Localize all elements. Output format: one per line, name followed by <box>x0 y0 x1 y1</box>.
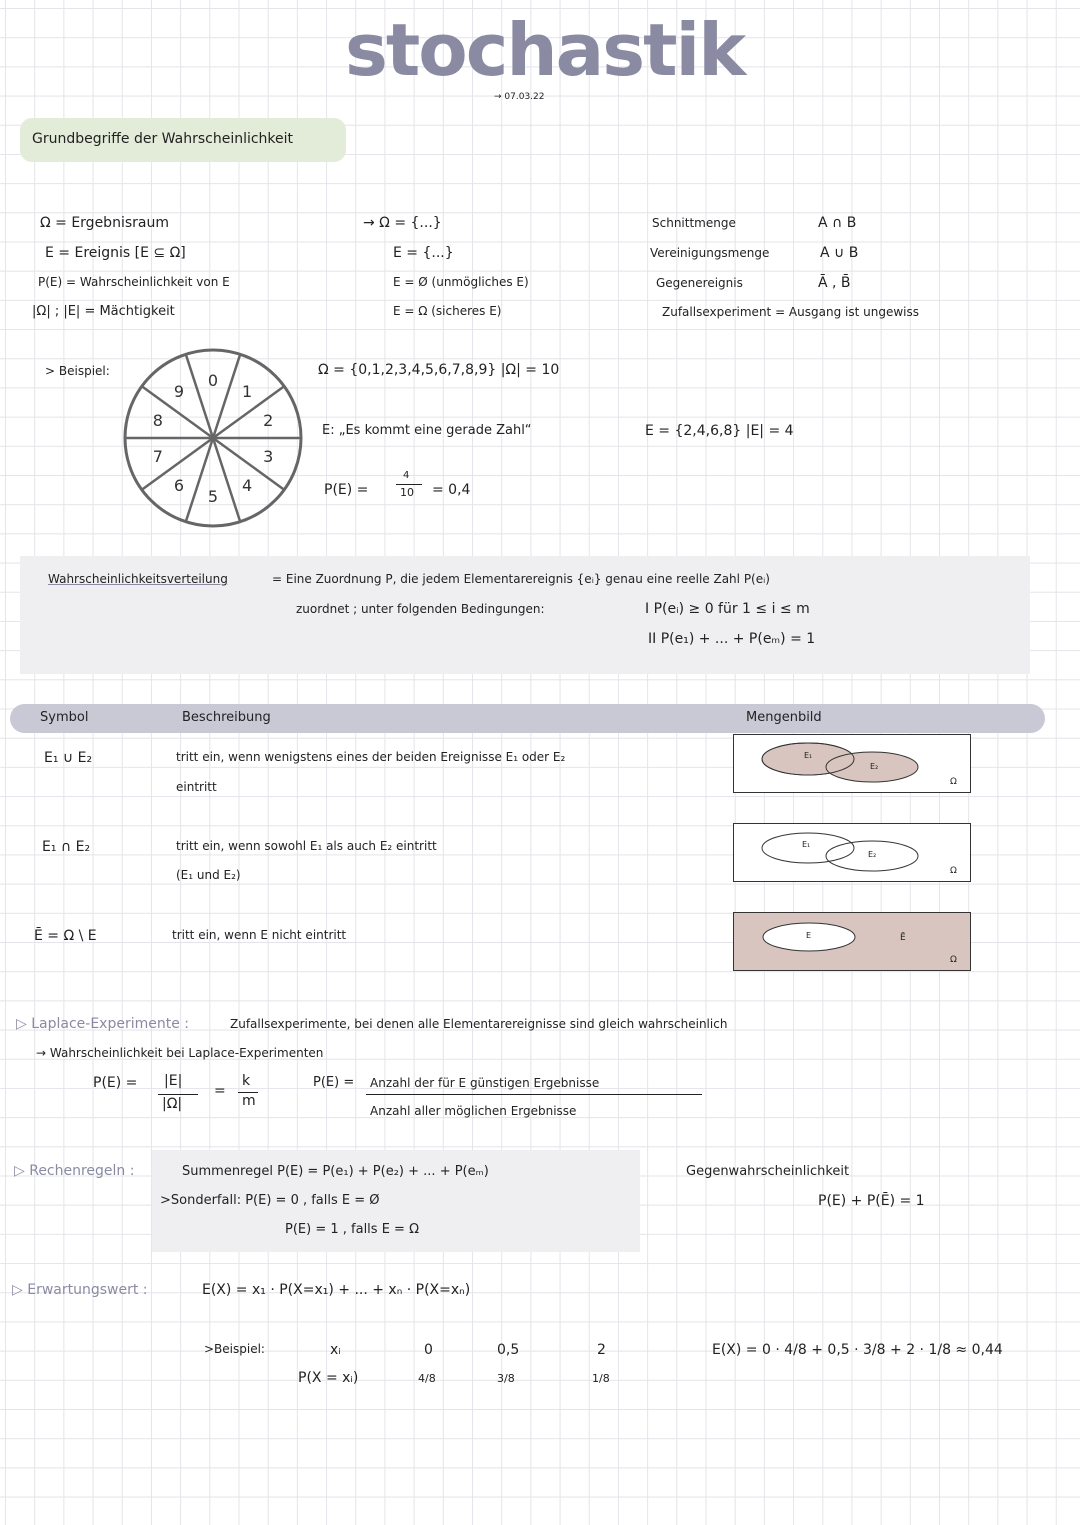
row-desc: tritt ein, wenn E nicht eintritt <box>172 928 347 942</box>
condition: I P(eᵢ) ≥ 0 für 1 ≤ i ≤ m <box>645 601 810 617</box>
laplace-def: Zufallsexperimente, bei denen alle Elementarereignisse sind gleich wahrscheinlich <box>230 1017 728 1031</box>
symbol: A ∪ B <box>820 245 859 261</box>
venn-label: E₁ <box>802 840 811 849</box>
wheel-divider <box>213 438 240 522</box>
venn-label: Ω <box>950 777 957 787</box>
zufall-def: Zufallsexperiment = Ausgang ist ungewiss <box>662 305 919 319</box>
wheel-divider <box>186 438 213 522</box>
rechen-label: ▷ Rechenregeln : <box>14 1163 135 1179</box>
x-value: 0 <box>424 1342 433 1358</box>
p-result: = 0,4 <box>432 482 471 498</box>
venn-complement <box>733 912 971 971</box>
venn-union <box>733 734 971 793</box>
spinner-wheel <box>120 345 306 531</box>
erwartung-label: ▷ Erwartungswert : <box>12 1282 148 1298</box>
def: zuordnet ; unter folgenden Bedingungen: <box>296 602 545 616</box>
def: E = Ereignis [E ⊆ Ω] <box>45 245 186 261</box>
equals: = <box>214 1083 226 1099</box>
symbol: Ā , B̄ <box>818 275 851 291</box>
summenregel: Summenregel P(E) = P(e₁) + P(e₂) + ... + P(eₘ) <box>182 1164 489 1179</box>
erwartung-result: E(X) = 0 · 4/8 + 0,5 · 3/8 + 2 · 1/8 ≈ 0,44 <box>712 1342 1003 1358</box>
example-label: >Beispiel: <box>204 1342 265 1356</box>
row-desc: tritt ein, wenn sowohl E₁ als auch E₂ eintritt <box>176 839 437 853</box>
formula-den: m <box>242 1093 256 1109</box>
fraction-bar <box>366 1094 702 1095</box>
fraction-bar <box>396 484 422 485</box>
venn-label: E <box>806 931 812 940</box>
term: Wahrscheinlichkeitsverteilung <box>48 572 228 586</box>
date: → 07.03.22 <box>494 92 545 102</box>
def: |Ω| ; |E| = Mächtigkeit <box>32 304 175 319</box>
wheel-number: 8 <box>152 411 163 431</box>
p-value: 3/8 <box>497 1372 515 1385</box>
def: Ω = Ergebnisraum <box>40 215 169 231</box>
formula-den: |Ω| <box>162 1096 183 1112</box>
formula: P(E) = <box>313 1075 355 1090</box>
formula-num: |E| <box>164 1073 183 1089</box>
wheel-number: 7 <box>152 446 163 466</box>
gegen-label: Gegenwahrscheinlichkeit <box>686 1164 850 1179</box>
p-den: 10 <box>400 486 414 499</box>
p-value: 4/8 <box>418 1372 436 1385</box>
venn-label: Ω <box>950 866 957 876</box>
wheel-divider <box>186 354 213 438</box>
fraction-bar <box>158 1094 198 1095</box>
def: E = Ø (unmögliches E) <box>393 275 529 289</box>
row-symbol: Ē = Ω \ E <box>34 928 97 944</box>
formula: P(E) = <box>93 1075 138 1091</box>
venn-label: E₂ <box>868 850 877 859</box>
def: E = {...} <box>393 245 454 261</box>
row-symbol: E₁ ∪ E₂ <box>44 750 93 766</box>
def: E = Ω (sicheres E) <box>393 304 502 318</box>
omega-set: Ω = {0,1,2,3,4,5,6,7,8,9} |Ω| = 10 <box>318 362 560 378</box>
p-label: P(E) = <box>324 482 369 498</box>
venn-intersection <box>733 823 971 882</box>
venn-label: Ē <box>900 933 906 943</box>
symbol: A ∩ B <box>818 215 857 231</box>
formula-num: Anzahl der für E günstigen Ergebnisse <box>370 1076 600 1090</box>
venn-label: Ω <box>950 955 957 965</box>
x-value: 0,5 <box>497 1342 520 1358</box>
row-symbol: E₁ ∩ E₂ <box>42 839 91 855</box>
erwartung-formula: E(X) = x₁ · P(X=x₁) + ... + xₙ · P(X=xₙ) <box>202 1282 471 1298</box>
row-desc: (E₁ und E₂) <box>176 868 241 882</box>
event-set: E = {2,4,6,8} |E| = 4 <box>645 423 794 439</box>
table-header <box>10 704 1045 733</box>
p-value: 1/8 <box>592 1372 610 1385</box>
def: P(E) = Wahrscheinlichkeit von E <box>38 275 230 289</box>
xi-label: xᵢ <box>330 1342 341 1358</box>
header-venn: Mengenbild <box>746 710 822 725</box>
pxi-label: P(X = xᵢ) <box>298 1370 359 1386</box>
header-symbol: Symbol <box>40 710 89 725</box>
term: Schnittmenge <box>652 216 736 230</box>
wheel-number: 5 <box>207 487 219 506</box>
row-desc: eintritt <box>176 780 217 794</box>
venn-label: E₁ <box>804 751 813 760</box>
formula-num: k <box>242 1073 251 1089</box>
wheel-divider <box>213 354 240 438</box>
laplace-label: ▷ Laplace-Experimente : <box>16 1016 189 1032</box>
laplace-sub: → Wahrscheinlichkeit bei Laplace-Experimenten <box>36 1046 324 1060</box>
header-desc: Beschreibung <box>182 710 271 725</box>
term: Vereinigungsmenge <box>650 246 770 260</box>
wheel-number: 6 <box>173 475 185 495</box>
section-heading: Grundbegriffe der Wahrscheinlichkeit <box>32 131 294 147</box>
x-value: 2 <box>597 1342 606 1358</box>
sonderfall: >Sonderfall: P(E) = 0 , falls E = Ø <box>160 1193 380 1208</box>
row-desc: tritt ein, wenn wenigstens eines der beiden Ereignisse E₁ oder E₂ <box>176 750 566 764</box>
formula-den: Anzahl aller möglichen Ergebnisse <box>370 1104 577 1118</box>
wheel-number: 2 <box>263 411 274 431</box>
example-label: > Beispiel: <box>45 364 110 378</box>
wheel-number: 4 <box>241 475 253 495</box>
p-num: 4 <box>403 470 410 481</box>
venn-label: E₂ <box>870 762 879 771</box>
term: Gegenereignis <box>656 276 743 290</box>
event-def: E: „Es kommt eine gerade Zahl“ <box>322 423 532 438</box>
sonderfall: P(E) = 1 , falls E = Ω <box>285 1222 419 1237</box>
condition: II P(e₁) + ... + P(eₘ) = 1 <box>648 631 816 647</box>
wheel-number: 1 <box>241 382 253 402</box>
wheel-number: 3 <box>263 446 274 466</box>
def: → Ω = {...} <box>363 215 442 231</box>
gegen-formula: P(E) + P(Ē) = 1 <box>818 1193 925 1209</box>
wheel-number: 0 <box>207 371 219 390</box>
wheel-number: 9 <box>173 382 185 402</box>
page-title: stochastik <box>345 8 745 92</box>
def: = Eine Zuordnung P, die jedem Elementarereignis {eᵢ} genau eine reelle Zahl P(eᵢ) <box>272 572 770 586</box>
